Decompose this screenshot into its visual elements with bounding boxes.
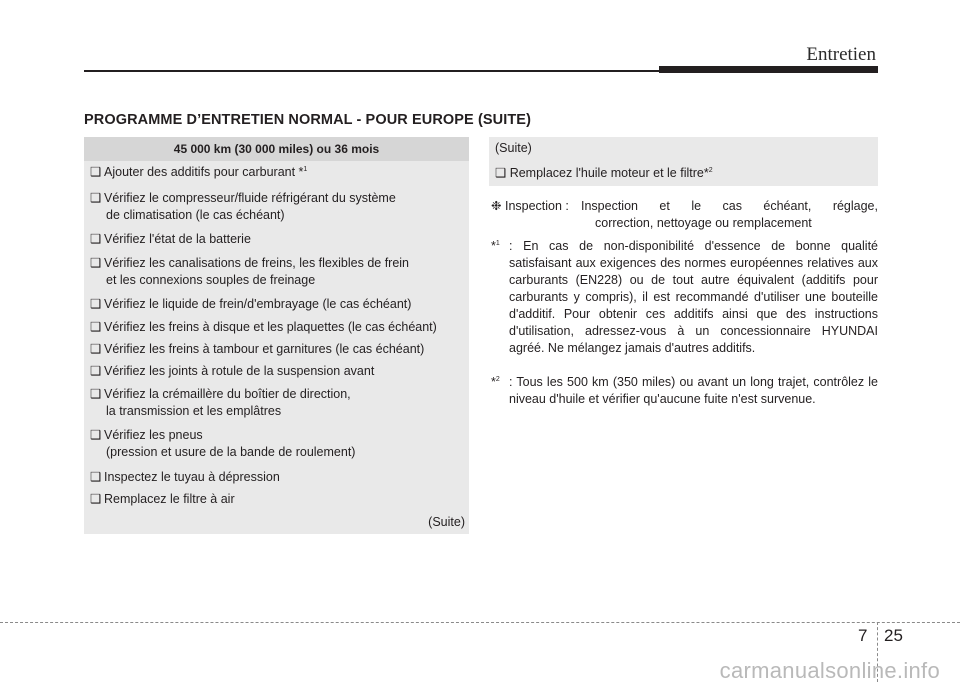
panel-heading: 45 000 km (30 000 miles) ou 36 mois [84,137,469,161]
checkbox-icon: ❑ [90,256,102,270]
maintenance-item [90,491,466,508]
footnote-mark: * [491,375,496,389]
footnote-number: 1 [495,239,500,247]
item-text: Vérifiez les freins à tambour et garnitures (le cas échéant) [104,342,425,356]
maintenance-item [90,231,466,248]
checkbox-icon: ❑ [90,320,102,334]
maintenance-item [90,363,466,380]
checkbox-icon: ❑ [90,387,102,401]
legend [489,198,878,236]
footnote-text: : En cas de non-disponibilité d'essence de bonne qualité satisfaisant aux exigences des normes européennes relatives aux carburants (EN228) ou de tout autre équivalent (additifs pour carburants y compris), il est recommandé d'utiliser une bouteille d'additif. Pour obtenir ces additifs ainsi que des instructions d'utilisation, adressez-vous à un concessionnaire HYUNDAI agréé. Ne mélangez jamais d'autres additifs. [509,239,878,355]
item-text: Vérifiez le liquide de frein/d'embrayage (le cas échéant) [104,297,412,311]
item-text: Vérifiez les canalisations de freins, les flexibles de frein [104,256,410,270]
item-text: Remplacez l'huile moteur et le filtre* [509,166,709,180]
checkbox-icon: ❑ [90,191,102,205]
maintenance-item [90,341,466,358]
checkbox-icon: ❑ [90,297,102,311]
footnote-2 [489,374,878,408]
page-number: 25 [884,626,903,645]
checkbox-icon: ❑ [90,470,102,484]
item-text: Vérifiez la crémaillère du boîtier de direction, [104,387,351,401]
item-text: Vérifiez les pneus [104,428,203,442]
maintenance-item [90,190,466,224]
footnote-text: : Tous les 500 km (350 miles) ou avant un long trajet, contrôlez le niveau d'huile et vérifier qu'aucune fuite n'est survenue. [509,375,878,406]
checkbox-icon: ❑ [90,165,102,179]
checkbox-icon: ❑ [90,232,102,246]
legend-text-line2: correction, nettoyage ou remplacement [595,216,812,230]
item-text: Inspectez le tuyau à dépression [104,470,280,484]
continued-label: (Suite) [495,141,532,155]
item-text-continued: (pression et usure de la bande de roulement) [106,445,356,459]
item-text-continued: et les connexions souples de freinage [106,273,316,287]
maintenance-item [90,469,466,486]
footer-rule [0,622,960,623]
maintenance-item [90,386,466,420]
legend-text-line1: Inspection et le cas échéant, réglage, [581,199,878,213]
checkbox-icon: ❑ [90,342,102,356]
header-title: Entretien [806,44,876,65]
chapter-number: 7 [858,626,868,645]
maintenance-item [90,319,466,336]
checkbox-icon: ❑ [495,166,507,180]
item-text: Vérifiez l'état de la batterie [104,232,251,246]
item-text: Remplacez le filtre à air [104,492,235,506]
item-text-continued: la transmission et les emplâtres [106,404,282,418]
footnote-ref: 2 [708,166,713,174]
footnote-1 [489,238,878,357]
maintenance-panel-left [84,137,469,534]
item-text: Ajouter des additifs pour carburant * [104,165,304,179]
maintenance-item [90,164,466,181]
header-rule [84,70,659,72]
footnote-ref: 1 [303,165,308,173]
notes [489,198,878,406]
checkbox-icon: ❑ [90,364,102,378]
maintenance-panel-right [489,137,878,186]
maintenance-item [90,255,466,289]
section-title: PROGRAMME D’ENTRETIEN NORMAL - POUR EUROPE (SUITE) [84,112,531,128]
checkbox-icon: ❑ [90,492,102,506]
item-text-continued: de climatisation (le cas échéant) [106,208,285,222]
footnote-mark: * [491,239,496,253]
checkbox-icon: ❑ [90,428,102,442]
footnote-number: 2 [495,375,500,383]
watermark: carmanualsonline.info [719,658,940,683]
continued-label: (Suite) [428,515,465,529]
item-text: Vérifiez les freins à disque et les plaquettes (le cas échéant) [104,320,437,334]
item-text: Vérifiez les joints à rotule de la suspension avant [104,364,375,378]
maintenance-item [90,427,466,461]
item-text: Vérifiez le compresseur/fluide réfrigérant du système [104,191,396,205]
maintenance-item [495,165,713,180]
maintenance-item [90,296,466,313]
header-rule-accent [659,66,878,73]
legend-label: Inspection : [504,199,569,213]
inspection-symbol-icon: ❉ [491,199,502,213]
